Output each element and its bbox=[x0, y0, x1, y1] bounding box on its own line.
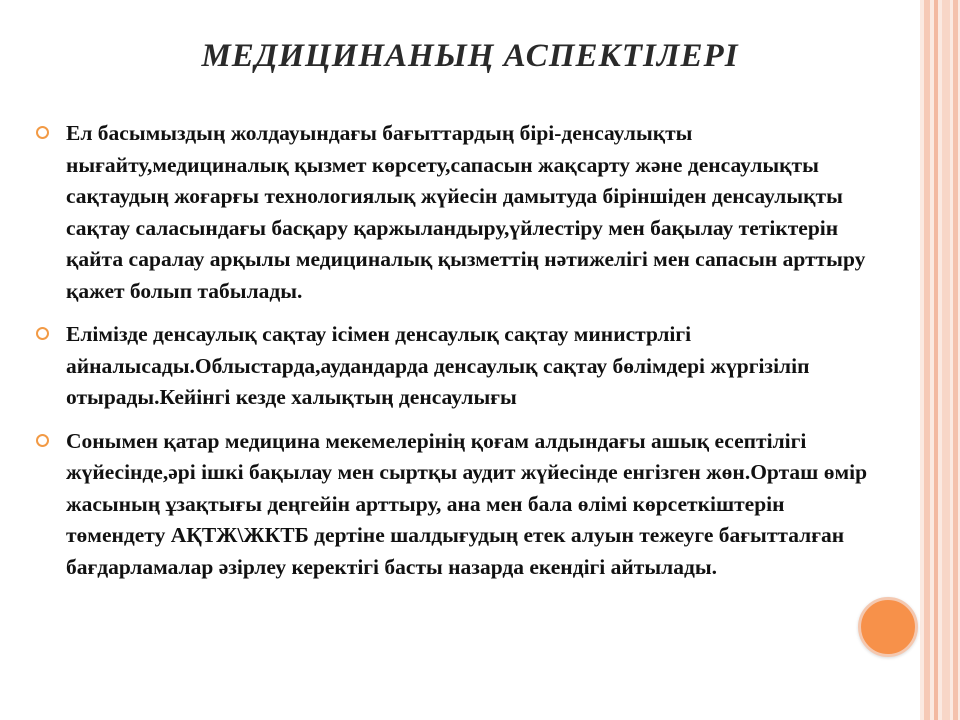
orange-circle-decoration-icon bbox=[858, 597, 918, 657]
right-edge-stripes bbox=[920, 0, 960, 720]
bullet-text: Сонымен қатар медицина мекемелерінің қоғам алдындағы ашық есептілігі жүйесінде,әрі ішкі бақылау мен сыртқы аудит жүйесінде енгізген жөн.Орташ өмір жасының ұзақтығы деңгейін арттыру, ана мен бала өлімі көрсеткіштерін төмендету АҚТЖ\ЖКТБ дертіне шалдығудың етек алуын тежеуге бағытталған бағдарламалар әзірлеу керектігі басты назарда екендігі айтылады. bbox=[66, 428, 868, 579]
bullet-list bbox=[36, 118, 886, 595]
bullet-ring-icon bbox=[36, 327, 49, 340]
stripe bbox=[934, 0, 938, 720]
bullet-text: Елімізде денсаулық сақтау ісімен денсаулық сақтау министрлігі айналысады.Облыстарда,аудандарда денсаулық сақтау бөлімдері жүргізіліп отырады.Кейінгі кезде халықтың денсаулығы bbox=[66, 322, 810, 409]
stripe bbox=[953, 0, 958, 720]
bullet-ring-icon bbox=[36, 434, 49, 447]
stripe bbox=[924, 0, 930, 720]
bullet-item bbox=[36, 118, 886, 307]
bullet-item bbox=[36, 426, 886, 584]
slide-title: МЕДИЦИНАНЫҢ АСПЕКТІЛЕРІ bbox=[201, 38, 739, 74]
stripe bbox=[942, 0, 950, 720]
bullet-ring-icon bbox=[36, 126, 49, 139]
bullet-text: Ел басымыздың жолдауындағы бағыттардың бірі-денсаулықты нығайту,медициналық қызмет көрсету,сапасын жақсарту және денсаулықты сақтаудың жоғарғы технологиялық жүйесін дамытуда біріншіден денсаулықты сақтау саласындағы басқару қаржыландыру,үйлестіру мен бақылау тетіктерін қайта саралау арқылы медициналық қызметтің нәтижелігі мен сапасын арттыру қажет болып табылады. bbox=[66, 121, 866, 303]
bullet-item bbox=[36, 319, 886, 414]
